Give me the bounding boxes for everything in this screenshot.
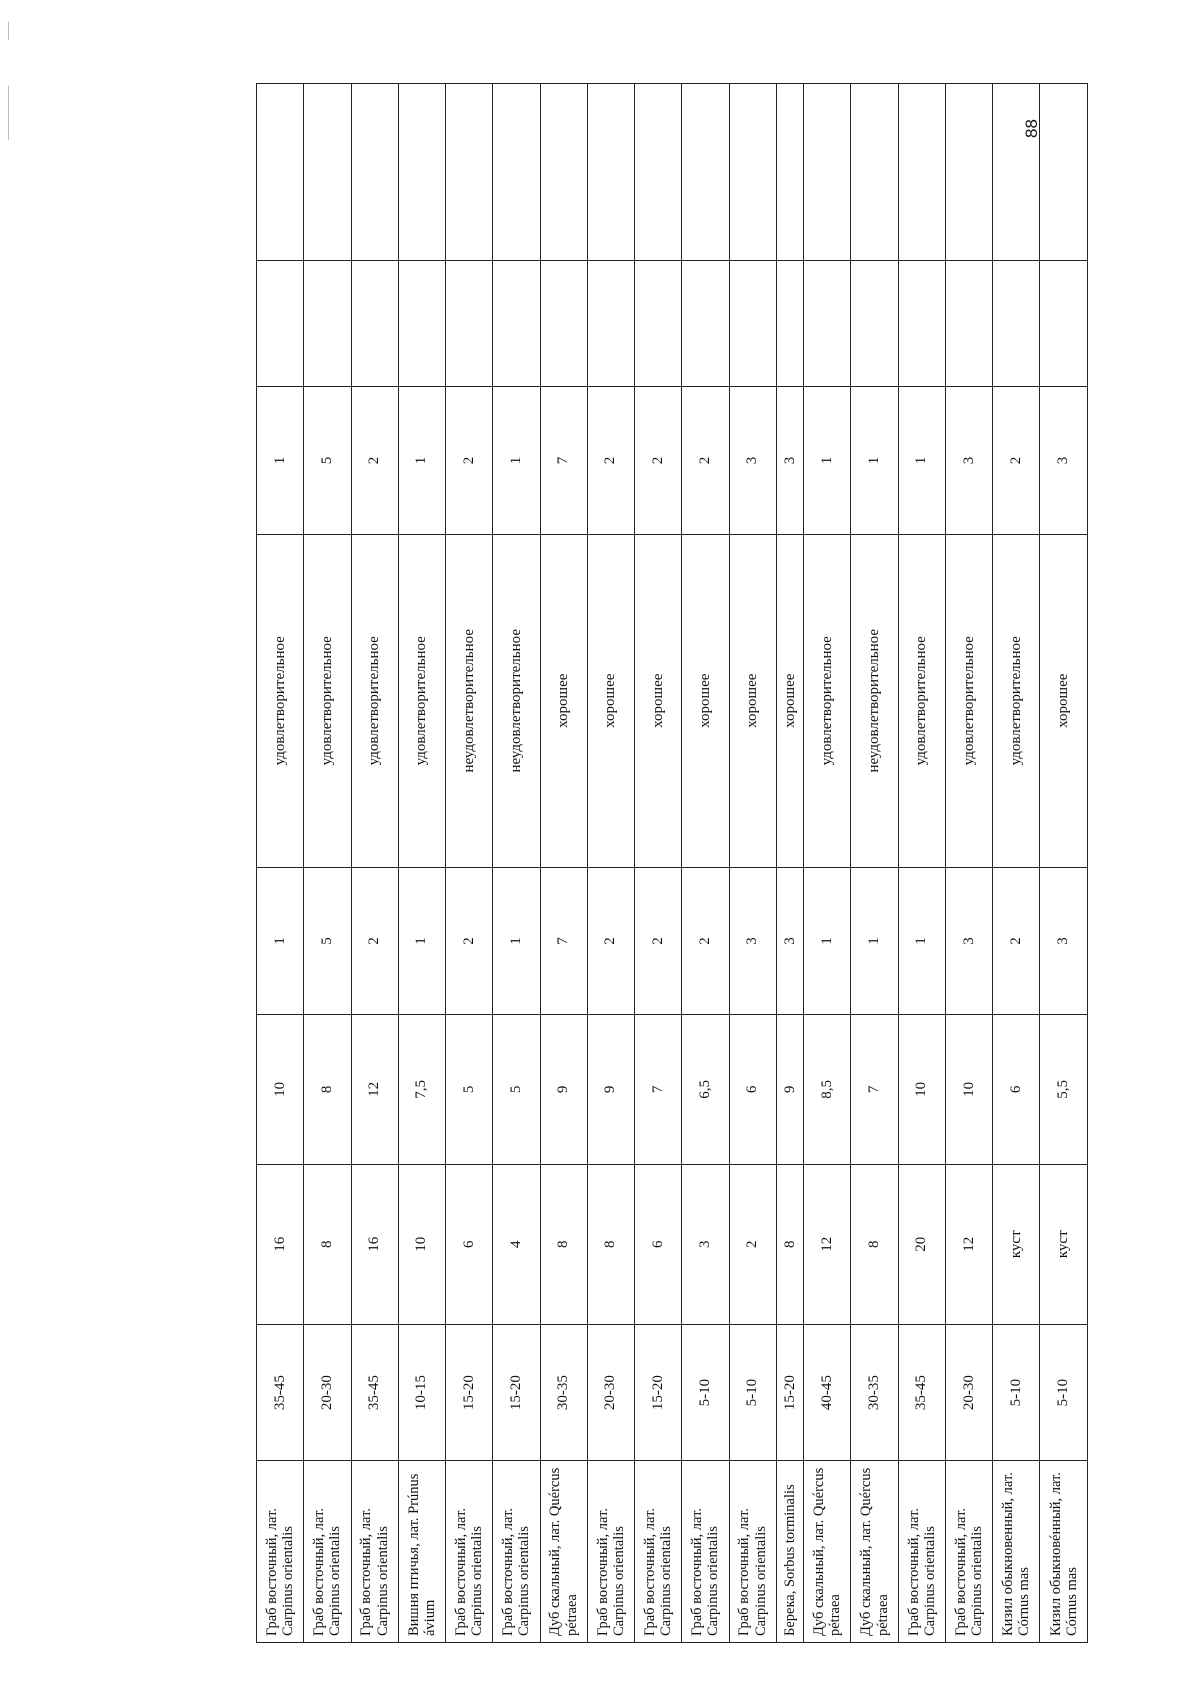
table-row [257, 84, 304, 1643]
count-repeat-cell: 1 [804, 387, 851, 534]
condition-cell: удовлетворительное [898, 534, 945, 867]
table-row [776, 84, 803, 1643]
age-range-cell: 20-30 [945, 1324, 992, 1461]
condition-cell: хорошее [540, 534, 587, 867]
diameter-cell: 8 [304, 1164, 351, 1324]
diameter-cell: 16 [257, 1164, 304, 1324]
age-range-cell: 15-20 [635, 1324, 682, 1461]
empty-cell [587, 84, 634, 261]
count-cell: 1 [898, 867, 945, 1014]
species-name-cell: Граб восточный, лат. Carpinus orientalis [898, 1461, 945, 1643]
tree-inventory-table [256, 83, 1088, 1643]
count-cell: 2 [351, 867, 398, 1014]
count-cell: 3 [729, 867, 776, 1014]
table-row [898, 84, 945, 1643]
height-cell: 6 [729, 1015, 776, 1164]
count-repeat-cell: 1 [493, 387, 540, 534]
diameter-cell: 12 [945, 1164, 992, 1324]
empty-cell [729, 84, 776, 261]
age-range-cell: 35-45 [351, 1324, 398, 1461]
age-range-cell: 5-10 [729, 1324, 776, 1461]
empty-cell [776, 84, 803, 261]
table-row [993, 84, 1040, 1643]
species-name-cell: Граб восточный, лат. Carpinus orientalis [351, 1461, 398, 1643]
table-row [304, 84, 351, 1643]
count-repeat-cell: 3 [729, 387, 776, 534]
diameter-cell: 8 [851, 1164, 898, 1324]
diameter-cell: куст [1040, 1164, 1088, 1324]
table-row [446, 84, 493, 1643]
count-repeat-cell: 2 [682, 387, 729, 534]
species-name-cell: Граб восточный, лат. Carpinus orientalis [304, 1461, 351, 1643]
age-range-cell: 20-30 [304, 1324, 351, 1461]
count-repeat-cell: 3 [945, 387, 992, 534]
condition-cell: удовлетворительное [351, 534, 398, 867]
condition-cell: хорошее [1040, 534, 1088, 867]
count-cell: 7 [540, 867, 587, 1014]
count-repeat-cell: 2 [351, 387, 398, 534]
empty-cell [304, 84, 351, 261]
species-name-cell: Граб восточный, лат. Carpinus orientalis [493, 1461, 540, 1643]
condition-cell: неудовлетворительное [851, 534, 898, 867]
diameter-cell: 8 [776, 1164, 803, 1324]
empty-cell [729, 261, 776, 387]
table-row [398, 84, 445, 1643]
count-cell: 2 [446, 867, 493, 1014]
species-name-cell: Дуб скальный, лат. Quércus pétraea [851, 1461, 898, 1643]
species-name-cell: Дуб скальный, лат. Quércus pétraea [804, 1461, 851, 1643]
height-cell: 8,5 [804, 1015, 851, 1164]
count-repeat-cell: 1 [398, 387, 445, 534]
count-cell: 1 [804, 867, 851, 1014]
height-cell: 9 [776, 1015, 803, 1164]
height-cell: 7 [851, 1015, 898, 1164]
height-cell: 7 [635, 1015, 682, 1164]
count-repeat-cell: 3 [776, 387, 803, 534]
condition-cell: хорошее [682, 534, 729, 867]
empty-cell [898, 261, 945, 387]
age-range-cell: 30-35 [540, 1324, 587, 1461]
condition-cell: удовлетворительное [993, 534, 1040, 867]
diameter-cell: 12 [804, 1164, 851, 1324]
age-range-cell: 35-45 [257, 1324, 304, 1461]
empty-cell [540, 84, 587, 261]
empty-cell [1040, 261, 1088, 387]
species-name-cell: Вишня птичья, лат. Prúnus ávium [398, 1461, 445, 1643]
table-row [351, 84, 398, 1643]
empty-cell [446, 84, 493, 261]
condition-cell: хорошее [729, 534, 776, 867]
diameter-cell: 20 [898, 1164, 945, 1324]
count-cell: 2 [682, 867, 729, 1014]
condition-cell: удовлетворительное [304, 534, 351, 867]
age-range-cell: 5-10 [682, 1324, 729, 1461]
empty-cell [398, 261, 445, 387]
table-row [540, 84, 587, 1643]
empty-cell [776, 261, 803, 387]
empty-cell [993, 261, 1040, 387]
empty-cell [351, 261, 398, 387]
species-name-cell: Дуб скальный, лат. Quércus pétraea [540, 1461, 587, 1643]
height-cell: 6,5 [682, 1015, 729, 1164]
height-cell: 10 [945, 1015, 992, 1164]
count-repeat-cell: 1 [851, 387, 898, 534]
empty-cell [898, 84, 945, 261]
diameter-cell: 8 [587, 1164, 634, 1324]
count-repeat-cell: 3 [1040, 387, 1088, 534]
count-cell: 1 [493, 867, 540, 1014]
empty-cell [493, 261, 540, 387]
age-range-cell: 15-20 [446, 1324, 493, 1461]
count-cell: 3 [945, 867, 992, 1014]
height-cell: 9 [540, 1015, 587, 1164]
empty-cell [351, 84, 398, 261]
count-repeat-cell: 7 [540, 387, 587, 534]
count-cell: 2 [993, 867, 1040, 1014]
table-row [682, 84, 729, 1643]
condition-cell: удовлетворительное [945, 534, 992, 867]
count-cell: 5 [304, 867, 351, 1014]
empty-cell [398, 84, 445, 261]
diameter-cell: 16 [351, 1164, 398, 1324]
table-row [804, 84, 851, 1643]
age-range-cell: 35-45 [898, 1324, 945, 1461]
empty-cell [993, 84, 1040, 261]
count-repeat-cell: 1 [257, 387, 304, 534]
count-cell: 2 [587, 867, 634, 1014]
species-name-cell: Кизил обыкновéнный, лат. Córnus mas [1040, 1461, 1088, 1643]
empty-cell [493, 84, 540, 261]
empty-cell [682, 84, 729, 261]
count-repeat-cell: 2 [993, 387, 1040, 534]
page-number: 88 [1022, 119, 1041, 138]
age-range-cell: 15-20 [776, 1324, 803, 1461]
empty-cell [304, 261, 351, 387]
condition-cell: хорошее [776, 534, 803, 867]
rotated-table-container [256, 83, 1088, 1643]
count-cell: 1 [398, 867, 445, 1014]
condition-cell: удовлетворительное [804, 534, 851, 867]
species-name-cell: Граб восточный, лат. Carpinus orientalis [446, 1461, 493, 1643]
table-row [587, 84, 634, 1643]
diameter-cell: 4 [493, 1164, 540, 1324]
empty-cell [587, 261, 634, 387]
height-cell: 7,5 [398, 1015, 445, 1164]
table-row [729, 84, 776, 1643]
age-range-cell: 5-10 [993, 1324, 1040, 1461]
species-name-cell: Берека, Sorbus torminalis [776, 1461, 803, 1643]
count-repeat-cell: 2 [446, 387, 493, 534]
age-range-cell: 30-35 [851, 1324, 898, 1461]
height-cell: 9 [587, 1015, 634, 1164]
diameter-cell: куст [993, 1164, 1040, 1324]
height-cell: 6 [993, 1015, 1040, 1164]
count-cell: 1 [257, 867, 304, 1014]
height-cell: 5 [493, 1015, 540, 1164]
condition-cell: неудовлетворительное [446, 534, 493, 867]
empty-cell [945, 261, 992, 387]
diameter-cell: 6 [446, 1164, 493, 1324]
count-cell: 3 [776, 867, 803, 1014]
diameter-cell: 8 [540, 1164, 587, 1324]
empty-cell [635, 261, 682, 387]
empty-cell [446, 261, 493, 387]
age-range-cell: 20-30 [587, 1324, 634, 1461]
height-cell: 5 [446, 1015, 493, 1164]
count-cell: 2 [635, 867, 682, 1014]
species-name-cell: Граб восточный, лат. Carpinus orientalis [945, 1461, 992, 1643]
table-row [945, 84, 992, 1643]
diameter-cell: 6 [635, 1164, 682, 1324]
scan-edge-mark [8, 86, 9, 140]
empty-cell [851, 84, 898, 261]
count-cell: 1 [851, 867, 898, 1014]
empty-cell [682, 261, 729, 387]
species-name-cell: Граб восточный, лат. Carpinus orientalis [635, 1461, 682, 1643]
empty-cell [257, 261, 304, 387]
diameter-cell: 2 [729, 1164, 776, 1324]
age-range-cell: 5-10 [1040, 1324, 1088, 1461]
age-range-cell: 40-45 [804, 1324, 851, 1461]
table-row [493, 84, 540, 1643]
empty-cell [945, 84, 992, 261]
count-repeat-cell: 1 [898, 387, 945, 534]
scan-edge-mark [8, 22, 9, 40]
species-name-cell: Кизил обыкновенный, лат. Córnus mas [993, 1461, 1040, 1643]
table-row [851, 84, 898, 1643]
species-name-cell: Граб восточный, лат. Carpinus orientalis [729, 1461, 776, 1643]
count-repeat-cell: 2 [635, 387, 682, 534]
empty-cell [540, 261, 587, 387]
species-name-cell: Граб восточный, лат. Carpinus orientalis [257, 1461, 304, 1643]
empty-cell [635, 84, 682, 261]
empty-cell [804, 84, 851, 261]
age-range-cell: 10-15 [398, 1324, 445, 1461]
table-body [257, 84, 1088, 1643]
table-row [635, 84, 682, 1643]
species-name-cell: Граб восточный, лат. Carpinus orientalis [587, 1461, 634, 1643]
empty-cell [851, 261, 898, 387]
height-cell: 5,5 [1040, 1015, 1088, 1164]
count-repeat-cell: 5 [304, 387, 351, 534]
empty-cell [1040, 84, 1088, 261]
height-cell: 8 [304, 1015, 351, 1164]
empty-cell [257, 84, 304, 261]
condition-cell: удовлетворительное [257, 534, 304, 867]
condition-cell: хорошее [587, 534, 634, 867]
species-name-cell: Граб восточный, лат. Carpinus orientalis [682, 1461, 729, 1643]
height-cell: 12 [351, 1015, 398, 1164]
age-range-cell: 15-20 [493, 1324, 540, 1461]
condition-cell: неудовлетворительное [493, 534, 540, 867]
condition-cell: удовлетворительное [398, 534, 445, 867]
condition-cell: хорошее [635, 534, 682, 867]
table-row [1040, 84, 1088, 1643]
height-cell: 10 [257, 1015, 304, 1164]
diameter-cell: 3 [682, 1164, 729, 1324]
height-cell: 10 [898, 1015, 945, 1164]
count-cell: 3 [1040, 867, 1088, 1014]
empty-cell [804, 261, 851, 387]
diameter-cell: 10 [398, 1164, 445, 1324]
count-repeat-cell: 2 [587, 387, 634, 534]
